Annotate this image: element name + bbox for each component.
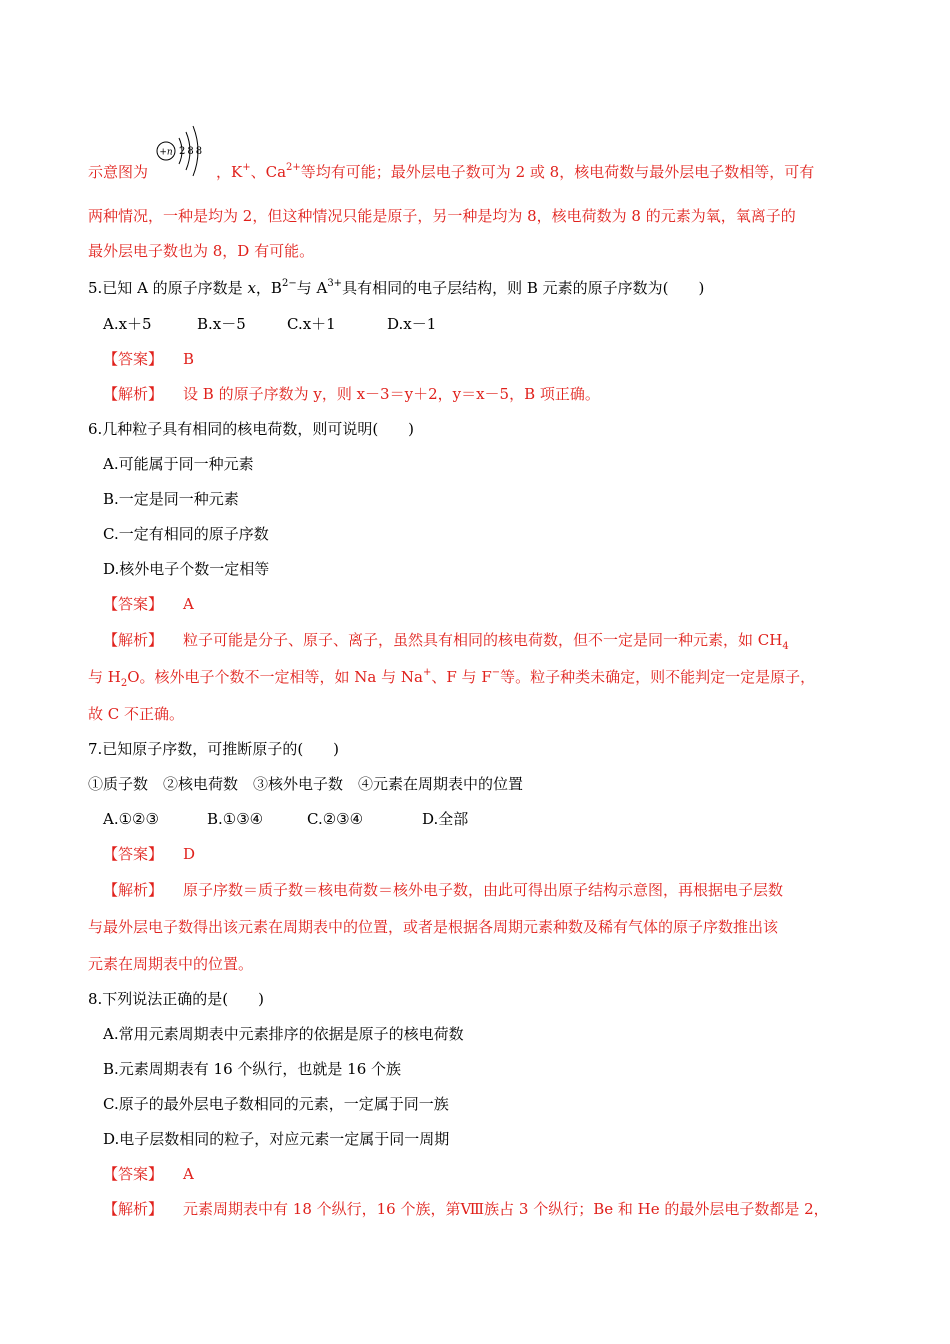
- q6-answer: [103, 594, 872, 614]
- q5-stem-text: 5.已知 A 的原子序数是: [88, 279, 248, 297]
- q7-stem: 7.已知原子序数，可推断原子的( ): [88, 740, 340, 758]
- superscript: +: [242, 162, 251, 173]
- q8-option-b: B.元素周期表有 16 个纵行，也就是 16 个族: [103, 1060, 402, 1078]
- answer-tag: 【答案】: [103, 350, 164, 368]
- superscript: 3+: [327, 278, 343, 289]
- answer-value: B: [183, 350, 195, 368]
- q6-option-a: A.可能属于同一种元素: [103, 455, 254, 473]
- answer-tag: 【答案】: [103, 845, 164, 863]
- intro-line-1: [88, 162, 872, 182]
- q7-answer: [103, 844, 872, 864]
- explanation-text: 、F 与 F: [431, 668, 492, 686]
- explanation-text: 粒子可能是分子、原子、离子，虽然具有相同的核电荷数，但不一定是同一种元素，如 CH: [183, 631, 783, 649]
- q5-answer: [103, 349, 872, 369]
- explanation-tag: 【解析】: [103, 385, 164, 403]
- intro-line-2: 两种情况，一种是均为 2，但这种情况只能是原子，另一种是均为 8，核电荷数为 8 的元素为氧，氧离子的: [88, 207, 796, 225]
- q6-option-c: C.一定有相同的原子序数: [103, 525, 269, 543]
- answer-value: A: [183, 1165, 194, 1183]
- explanation-text: 设 B 的原子序数为 y，则 x－3＝y＋2，y＝x－5，B 项正确。: [183, 385, 600, 403]
- q7-explanation-line-2: 与最外层电子数得出该元素在周期表中的位置，或者是根据各周期元素种数及稀有气体的原子序数推出该: [88, 918, 779, 936]
- intro-text: 、Ca: [250, 163, 287, 181]
- q8-option-c: C.原子的最外层电子数相同的元素，一定属于同一族: [103, 1095, 449, 1113]
- superscript: −: [491, 667, 501, 678]
- q6-explanation-line-2: [88, 667, 872, 694]
- q6-option-b: B.一定是同一种元素: [103, 490, 239, 508]
- q5-option-b: B.x－5: [197, 315, 246, 333]
- explanation-tag: 【解析】: [103, 631, 164, 649]
- q8-explanation-line-1: [103, 1199, 872, 1219]
- q6-explanation-line-3: 故 C 不正确。: [88, 705, 185, 723]
- intro-text: ，K: [216, 163, 243, 181]
- q5-explanation: [103, 384, 872, 404]
- q5-stem-text: 与 A: [296, 279, 328, 297]
- explanation-text: 元素周期表中有 18 个纵行，16 个族，第Ⅷ族占 3 个纵行；Be 和 He 的最外层电子数都是 2，: [183, 1200, 829, 1218]
- q6-explanation-line-1: [103, 630, 872, 657]
- q8-answer: [103, 1164, 872, 1184]
- q5-stem: [88, 278, 872, 298]
- q5-option-a: A.x＋5: [103, 315, 152, 333]
- subscript: 2: [120, 678, 128, 689]
- intro-line-3: 最外层电子数也为 8，D 有可能。: [88, 242, 315, 260]
- superscript: +: [422, 667, 432, 678]
- superscript: 2+: [286, 162, 301, 173]
- answer-tag: 【答案】: [103, 595, 164, 613]
- q8-option-d: D.电子层数相同的粒子，对应元素一定属于同一周期: [103, 1130, 450, 1148]
- q5-option-c: C.x＋1: [287, 315, 336, 333]
- q7-explanation-line-3: 元素在周期表中的位置。: [88, 955, 254, 973]
- q5-stem-text: 具有相同的电子层结构，则 B 元素的原子序数为( ): [342, 279, 705, 297]
- answer-tag: 【答案】: [103, 1165, 164, 1183]
- q5-options: [103, 314, 872, 334]
- explanation-text: 与 H: [88, 668, 121, 686]
- answer-value: D: [183, 845, 196, 863]
- shell-electron-counts: 288: [179, 146, 205, 157]
- intro-text: 示意图为: [88, 163, 149, 181]
- explanation-text: 等。粒子种类未确定，则不能判定一定是原子，: [500, 668, 816, 686]
- q5-variable: x: [247, 279, 256, 297]
- q7-option-d: D.全部: [422, 810, 469, 828]
- nucleus-label: +n: [159, 147, 173, 158]
- explanation-tag: 【解析】: [103, 881, 164, 899]
- q7-option-b: B.①③④: [207, 810, 264, 828]
- q7-option-c: C.②③④: [307, 810, 364, 828]
- q7-options: [103, 809, 872, 829]
- intro-text: 等均有可能；最外层电子数可为 2 或 8，核电荷数与最外层电子数相等，可有: [300, 163, 815, 181]
- q8-stem: 8.下列说法正确的是( ): [88, 990, 265, 1008]
- explanation-tag: 【解析】: [103, 1200, 164, 1218]
- superscript: 2−: [281, 278, 297, 289]
- q8-option-a: A.常用元素周期表中元素排序的依据是原子的核电荷数: [103, 1025, 464, 1043]
- explanation-text: 原子序数＝质子数＝核电荷数＝核外电子数，由此可得出原子结构示意图，再根据电子层数: [183, 881, 784, 899]
- q5-option-d: D.x－1: [387, 315, 437, 333]
- q7-option-a: A.①②③: [103, 810, 159, 828]
- answer-value: A: [183, 595, 194, 613]
- q7-items: ①质子数 ②核电荷数 ③核外电子数 ④元素在周期表中的位置: [88, 775, 524, 793]
- explanation-text: O。核外电子个数不一定相等，如 Na 与 Na: [127, 668, 423, 686]
- q6-stem: 6.几种粒子具有相同的核电荷数，则可说明( ): [88, 420, 415, 438]
- q5-stem-text: ，B: [255, 279, 282, 297]
- q7-explanation-line-1: [103, 880, 872, 900]
- subscript: 4: [782, 641, 789, 652]
- q6-option-d: D.核外电子个数一定相等: [103, 560, 270, 578]
